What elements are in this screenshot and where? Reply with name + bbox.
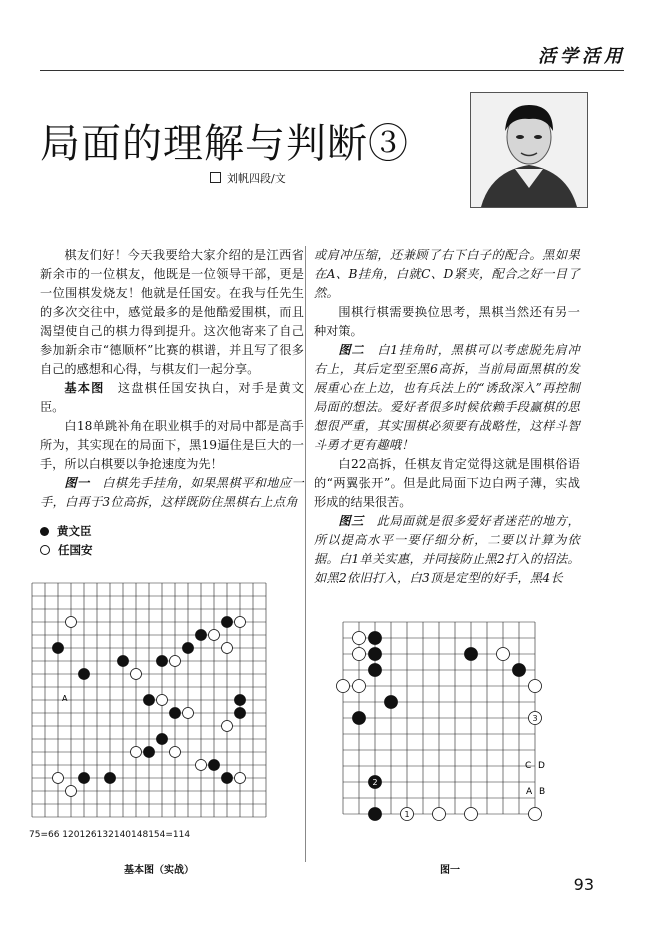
right-paragraph-1: 或肩冲压缩，还兼顾了右下白子的配合。黑如果在A、B挂角，白就C、D紧夹，配合之好一目了然。 — [314, 248, 580, 300]
byline — [210, 170, 286, 186]
move-number: 3 — [532, 714, 538, 723]
right-paragraph-3-text: 白1挂角时，黑棋可以考虑脱先肩冲右上，其后定型至黑6高拆，当前局面黑棋的发展重心在上边，也有兵法上的“诱敌深入”再控制局面的想法。爱好者很多时候依赖手段赢棋的思想很严重，其实围棋必须要有战略性，这样斗智斗勇才更有趣哦！ — [314, 343, 580, 452]
black-stone — [385, 696, 398, 709]
legend-white — [40, 541, 93, 560]
white-stone — [235, 773, 246, 784]
header-rule — [40, 70, 624, 71]
black-stone — [369, 664, 382, 677]
black-stone — [79, 773, 90, 784]
white-stone — [183, 708, 194, 719]
byline-text: 刘帆四段/文 — [227, 172, 286, 185]
board1-note: 75=66 120126132140148154=114 — [29, 830, 191, 840]
white-stone — [196, 760, 207, 771]
white-stone — [157, 695, 168, 706]
white-stone — [353, 632, 366, 645]
white-stone — [235, 617, 246, 628]
series-title: 活学活用 — [538, 46, 626, 67]
black-stone — [118, 656, 129, 667]
legend-black — [40, 522, 93, 541]
black-stone — [353, 712, 366, 725]
author-photo — [470, 92, 588, 208]
right-column — [314, 246, 580, 588]
black-stone — [465, 648, 478, 661]
board2-point-c: C — [525, 761, 532, 771]
white-stone — [353, 680, 366, 693]
white-stone — [222, 721, 233, 732]
black-stone — [53, 643, 64, 654]
black-stone — [222, 617, 233, 628]
board2-point-b: B — [539, 787, 546, 797]
black-stone — [369, 648, 382, 661]
black-stone — [105, 773, 116, 784]
white-stone — [66, 617, 77, 628]
right-paragraph-2: 围棋行棋需要换位思考，黑棋当然还有另一种对策。 — [314, 305, 580, 338]
black-stone — [235, 708, 246, 719]
right-paragraph-5-text: 此局面就是很多爱好者迷茫的地方，所以提高水平一要仔细分析，二要以计算为依据。白1单关实惠，并同接防止黑2打入的招法。如黑2依旧打入，白3顶是定型的好手，黑4长 — [314, 514, 580, 585]
white-stone — [170, 747, 181, 758]
white-stone — [53, 773, 64, 784]
black-stone — [513, 664, 526, 677]
left-paragraph-1: 棋友们好！今天我要给大家介绍的是江西省新余市的一位棋友，他既是一位领导干部，更是一位围棋发烧友！他就是任国安。在我与任先生的多次交往中，感觉最多的是他酷爱围棋，而且渴望使自己的棋力得到提升。这次他寄来了自己参加新余市“德顺杯”比赛的棋谱，并且写了很多自己的感想和心得，与棋友们一起分享。 — [40, 248, 304, 376]
black-stone — [183, 643, 194, 654]
column-divider — [305, 246, 306, 862]
right-paragraph-4: 白22高拆，任棋友肯定觉得这就是围棋俗语的“两翼张开”。但是此局面下边白两子薄，实战形成的结果很苦。 — [314, 457, 580, 509]
black-stone — [196, 630, 207, 641]
white-stone — [209, 630, 220, 641]
player-legend — [40, 522, 93, 560]
white-stone — [353, 648, 366, 661]
right-paragraph-5 — [314, 512, 580, 588]
left-paragraph-4 — [40, 474, 304, 512]
left-paragraph-2 — [40, 379, 304, 417]
black-stone — [235, 695, 246, 706]
black-stone — [144, 747, 155, 758]
author-portrait-icon — [471, 93, 587, 207]
label-figure-1: 图一 — [64, 476, 90, 490]
white-stone — [170, 656, 181, 667]
left-column — [40, 246, 304, 512]
label-base-diagram: 基本图 — [64, 381, 105, 395]
white-stone — [529, 808, 542, 821]
page-number: 93 — [573, 875, 594, 894]
black-stone — [157, 734, 168, 745]
white-stone — [66, 786, 77, 797]
move-number: 1 — [404, 810, 410, 819]
left-paragraph-3: 白18单跳补角在职业棋手的对局中都是高手所为，其实现在的局面下，黑19逼住是巨大的一手，所以白棋要以争抢速度为先！ — [40, 419, 304, 471]
black-stone — [369, 808, 382, 821]
article-title: 局面的理解与判断③ — [40, 121, 409, 167]
black-stone — [369, 632, 382, 645]
byline-box-icon — [210, 172, 221, 183]
left-paragraph-2-text: 这盘棋任国安执白，对手是黄文臣。 — [40, 381, 305, 414]
go-board-figure-1 — [329, 608, 557, 836]
white-stone — [433, 808, 446, 821]
board1-caption: 基本图（实战） — [124, 865, 194, 876]
black-stone — [79, 669, 90, 680]
black-stone — [170, 708, 181, 719]
white-stone-icon — [40, 545, 50, 555]
board2-point-a: A — [526, 787, 533, 797]
board2-caption: 图一 — [440, 865, 460, 876]
black-stone — [144, 695, 155, 706]
go-board-game-record — [24, 575, 276, 827]
black-stone-icon — [40, 527, 49, 536]
right-paragraph-3 — [314, 341, 580, 455]
white-stone — [337, 680, 350, 693]
black-stone — [222, 773, 233, 784]
left-paragraph-4-text: 白棋先手挂角，如果黑棋平和地应一手，白再于3位高拆，这样既防住黑棋右上点角 — [40, 476, 304, 509]
legend-black-name: 黄文臣 — [57, 524, 92, 538]
white-stone — [131, 669, 142, 680]
black-stone — [157, 656, 168, 667]
board2-point-d: D — [538, 761, 545, 771]
white-stone — [497, 648, 510, 661]
label-figure-3: 图三 — [338, 514, 364, 528]
white-stone — [131, 747, 142, 758]
legend-white-name: 任国安 — [58, 543, 93, 557]
board1-point-a: A — [62, 694, 68, 703]
label-figure-2: 图二 — [338, 343, 365, 357]
black-stone — [209, 760, 220, 771]
white-stone — [529, 680, 542, 693]
white-stone — [465, 808, 478, 821]
white-stone — [222, 643, 233, 654]
move-number: 2 — [372, 778, 378, 787]
